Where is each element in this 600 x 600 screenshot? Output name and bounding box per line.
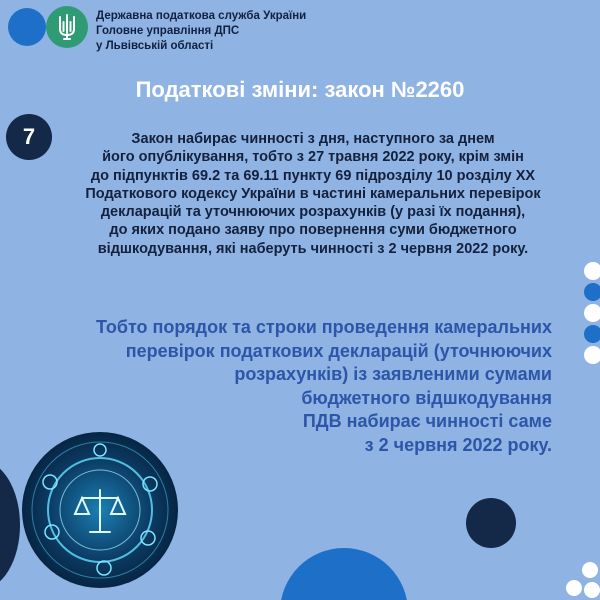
body-paragraph (50, 130, 576, 258)
highlight-line: перевірок податкових декларацій (уточнюючих (125, 340, 552, 361)
body-line: до підпунктів 69.2 та 69.11 пункту 69 підрозділу 10 розділу ХХ (90, 167, 536, 184)
org-line: Головне управління ДПС (96, 25, 240, 37)
body-line: декларацій та уточнюючих розрахунків (у разі їх подання), (100, 204, 526, 221)
org-line: у Львівській області (96, 40, 214, 52)
org-line: Державна податкова служба України (96, 10, 307, 22)
highlight-line: з 2 червня 2022 року. (364, 434, 552, 455)
item-number-badge: 7 (6, 114, 52, 160)
logo-green-circle (46, 6, 88, 48)
trident-emblem-icon (56, 13, 78, 41)
decor-dot (584, 262, 600, 280)
body-line: Податкового кодексу України в частині камеральних перевірок (85, 185, 541, 202)
highlight-paragraph (96, 316, 552, 457)
decor-dot (582, 562, 598, 578)
tech-graphic (22, 432, 178, 588)
highlight-line: бюджетного відшкодування (301, 387, 552, 408)
decor-dot (584, 582, 600, 598)
decor-dot (584, 283, 600, 301)
organization-name (96, 9, 306, 54)
page-title: Податкові зміни: закон №2260 (135, 77, 465, 102)
decor-dot (566, 580, 582, 596)
decor-circle-left (0, 460, 20, 590)
body-line: до яких подано заяву про повернення суми бюджетного (109, 222, 517, 239)
decor-dot (584, 325, 600, 343)
decor-dot (584, 304, 600, 322)
decor-circle-blue (280, 548, 408, 600)
decor-dot (584, 346, 600, 364)
highlight-line: розрахунків) із заявленими сумами (234, 364, 552, 384)
highlight-line: Тобто порядок та строки проведення камеральних (95, 317, 552, 337)
body-line: Закон набирає чинності з дня, наступного за днем (131, 131, 495, 147)
logo-blue-circle (8, 8, 46, 46)
decor-circle-dark (466, 498, 516, 548)
body-line: відшкодування, які наберуть чинності з 2 червня 2022 року. (97, 240, 529, 257)
highlight-line: ПДВ набирає чинності саме (302, 411, 552, 431)
justice-scales-icon (75, 490, 125, 532)
body-line: його опублікування, тобто з 27 травня 2022 року, крім змін (102, 149, 524, 166)
technology-image (22, 432, 178, 588)
